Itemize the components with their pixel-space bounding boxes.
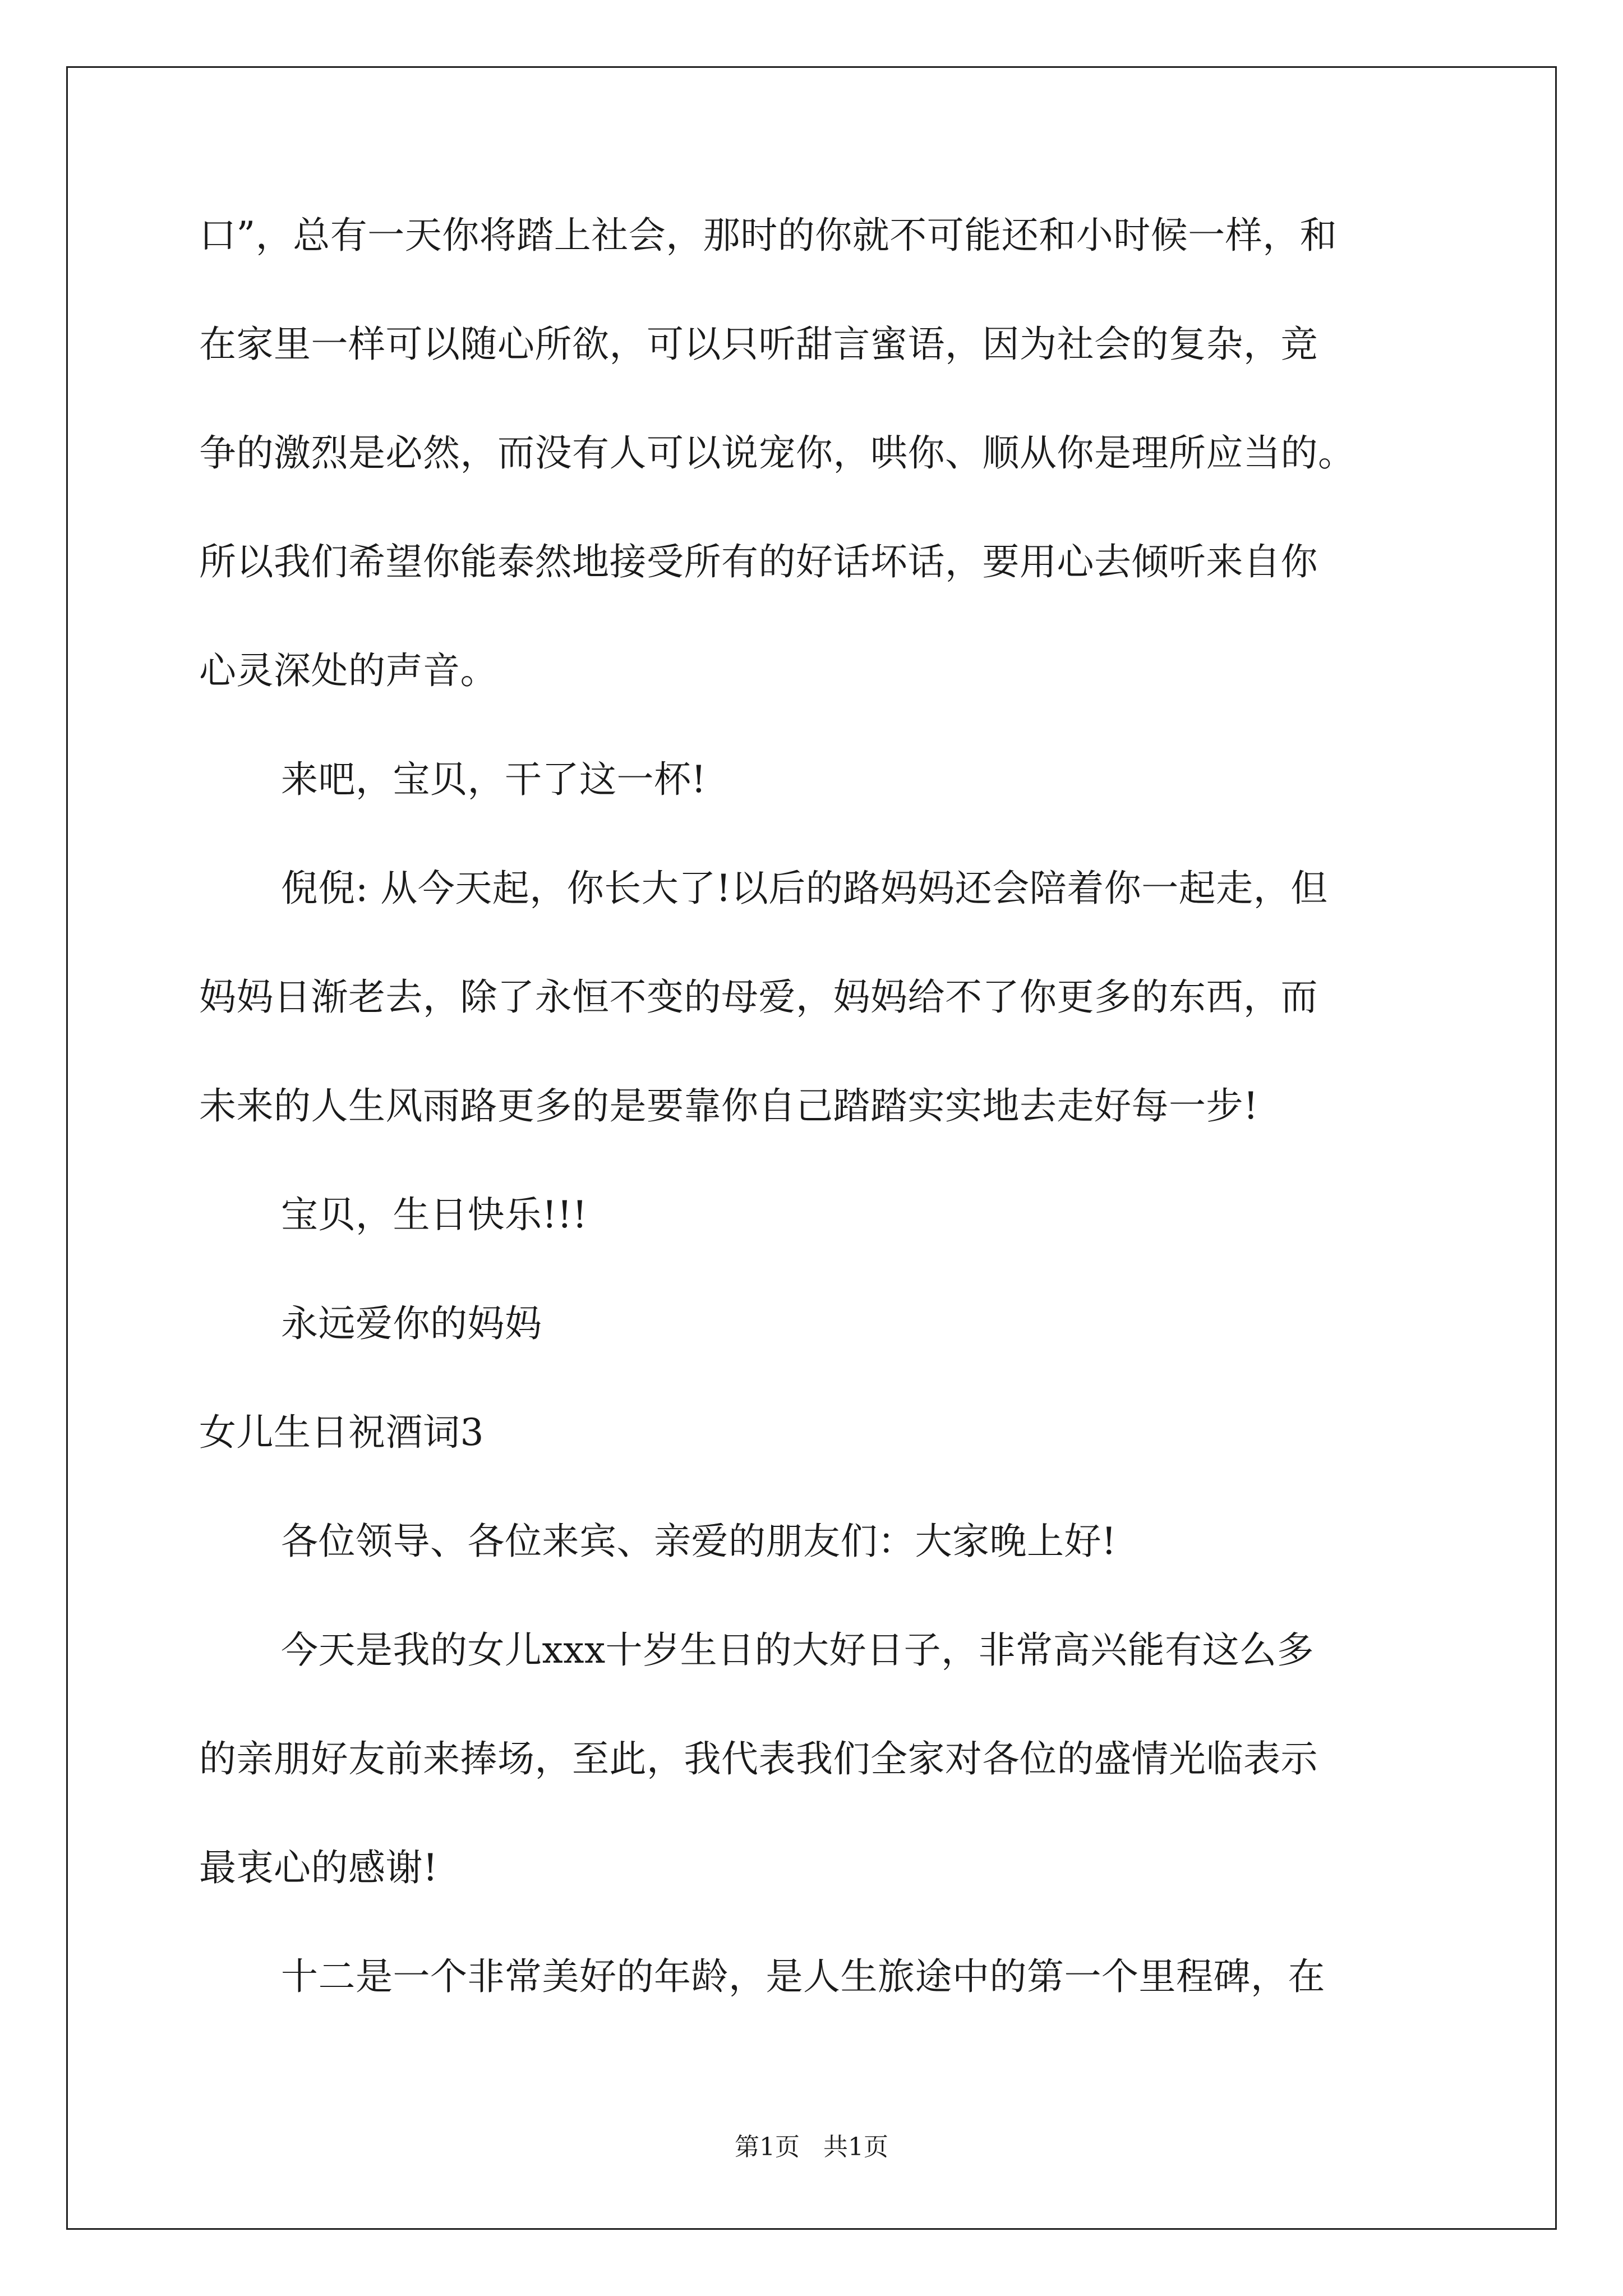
paragraph-line: 倪倪: 从今天起，你长大了!以后的路妈妈还会陪着你一起走，但 (281, 867, 1328, 910)
document-body (199, 213, 1433, 2063)
signature-line: 永远爱你的妈妈 (281, 1302, 542, 1345)
paragraph-line: 最衷心的感谢! (199, 1846, 439, 1889)
paragraph-line: 十二是一个非常美好的年龄，是人生旅途中的第一个里程碑，在 (281, 1955, 1325, 1998)
paragraph-line: 在家里一样可以随心所欲，可以只听甜言蜜语，因为社会的复杂，竞 (199, 323, 1318, 366)
paragraph-line: 口”，总有一天你将踏上社会，那时的你就不可能还和小时候一样，和 (199, 214, 1338, 257)
paragraph-line: 未来的人生风雨路更多的是要靠你自己踏踏实实地去走好每一步! (199, 1084, 1259, 1128)
paragraph-line: 来吧，宝贝，干了这一杯! (281, 758, 707, 801)
paragraph-line: 的亲朋好友前来捧场，至此，我代表我们全家对各位的盛情光临表示 (199, 1737, 1318, 1780)
paragraph-line: 宝贝，生日快乐!!! (281, 1193, 588, 1236)
paragraph-line: 各位领导、各位来宾、亲爱的朋友们：大家晚上好! (281, 1520, 1117, 1563)
paragraph-line: 心灵深处的声音。 (199, 649, 497, 692)
paragraph-line: 今天是我的女儿xxx十岁生日的大好日子，非常高兴能有这么多 (281, 1628, 1315, 1672)
paragraph-line: 争的激烈是必然，而没有人可以说宠你，哄你、顺从你是理所应当的。 (199, 431, 1355, 475)
page-footer: 第1页 共1页 (735, 2133, 888, 2161)
paragraph-line: 妈妈日渐老去，除了永恒不变的母爱，妈妈给不了你更多的东西，而 (199, 976, 1318, 1019)
section-heading: 女儿生日祝酒词3 (199, 1411, 484, 1454)
paragraph-line: 所以我们希望你能泰然地接受所有的好话坏话，要用心去倾听来自你 (199, 540, 1318, 583)
